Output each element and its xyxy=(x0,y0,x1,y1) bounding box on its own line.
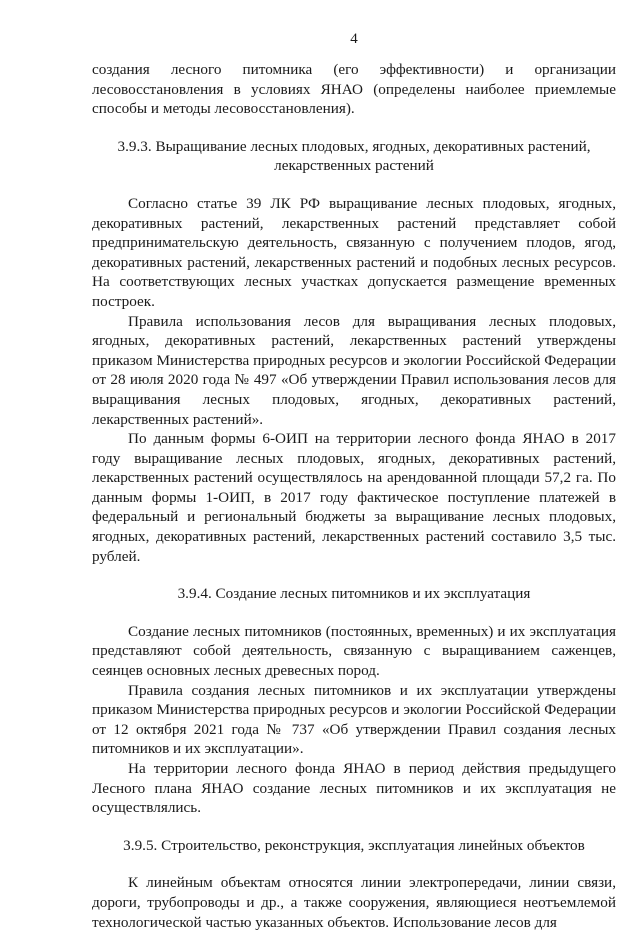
paragraph: Создание лесных питомников (постоянных, временных) и их эксплуатация представляют собой деятельность, связанную с выращиванием саженцев, сеянцев основных лесных древесных пород. xyxy=(92,622,616,680)
paragraph: К линейным объектам относятся линии электропередачи, линии связи, дороги, трубопроводы и др., а также сооружения, являющиеся неотъемлемой технологической частью указанных объектов. Использование лесов для xyxy=(92,874,616,931)
paragraph: Правила создания лесных питомников и их эксплуатации утверждены приказом Министерства природных ресурсов и экологии Российской Федерации от 12 октября 2021 года № 737 «Об утверждении Правил создания лесных питомников и их эксплуатации». xyxy=(92,681,616,758)
paragraph: Правила использования лесов для выращивания лесных плодовых, ягодных, декоративных растений, лекарственных растений утверждены приказом Министерства природных ресурсов и экологии Российской Федерации от 28 июля 2020 года № 497 «Об утверждении Правил использования лесов для выращивания лесных плодовых, ягодных, декоративных растений, лекарственных растений». xyxy=(92,312,616,428)
section-heading-3-9-4: 3.9.4. Создание лесных питомников и их эксплуатация xyxy=(177,585,531,603)
paragraph: По данным формы 6-ОИП на территории лесного фонда ЯНАО в 2017 году выращивание лесных плодовых, ягодных, декоративных растений, лекарственных растений осуществлялось на арендованной площади 57,2 га. По данным формы 1-ОИП, в 2017 году фактическое поступление платежей в федеральный и региональный бюджеты за выращивание лесных плодовых, ягодных, декоративных растений, лекарственных растений составило 3,5 тыс. рублей. xyxy=(92,430,616,565)
intro-paragraph: создания лесного питомника (его эффективности) и организации лесовосстановления в условиях ЯНАО (определены наиболее приемлемые способы и методы лесовосстановления). xyxy=(92,61,616,118)
section-heading-3-9-5: 3.9.5. Строительство, реконструкция, эксплуатация линейных объектов xyxy=(123,836,585,854)
page-number: 4 xyxy=(350,31,358,47)
section-heading-3-9-3: 3.9.3. Выращивание лесных плодовых, ягодных, декоративных растений, лекарственных растений xyxy=(117,137,591,175)
document-page xyxy=(92,30,616,932)
paragraph: Согласно статье 39 ЛК РФ выращивание лесных плодовых, ягодных, декоративных растений, лекарственных растений представляет собой предпринимательскую деятельность, связанную с получением плодов, ягод, декоративных растений, лекарственных растений и подобных лесных ресурсов. На соответствующих лесных участках допускается размещение временных построек. xyxy=(92,194,616,310)
paragraph: На территории лесного фонда ЯНАО в период действия предыдущего Лесного плана ЯНАО создание лесных питомников и их эксплуатация не осуществлялись. xyxy=(92,760,616,817)
